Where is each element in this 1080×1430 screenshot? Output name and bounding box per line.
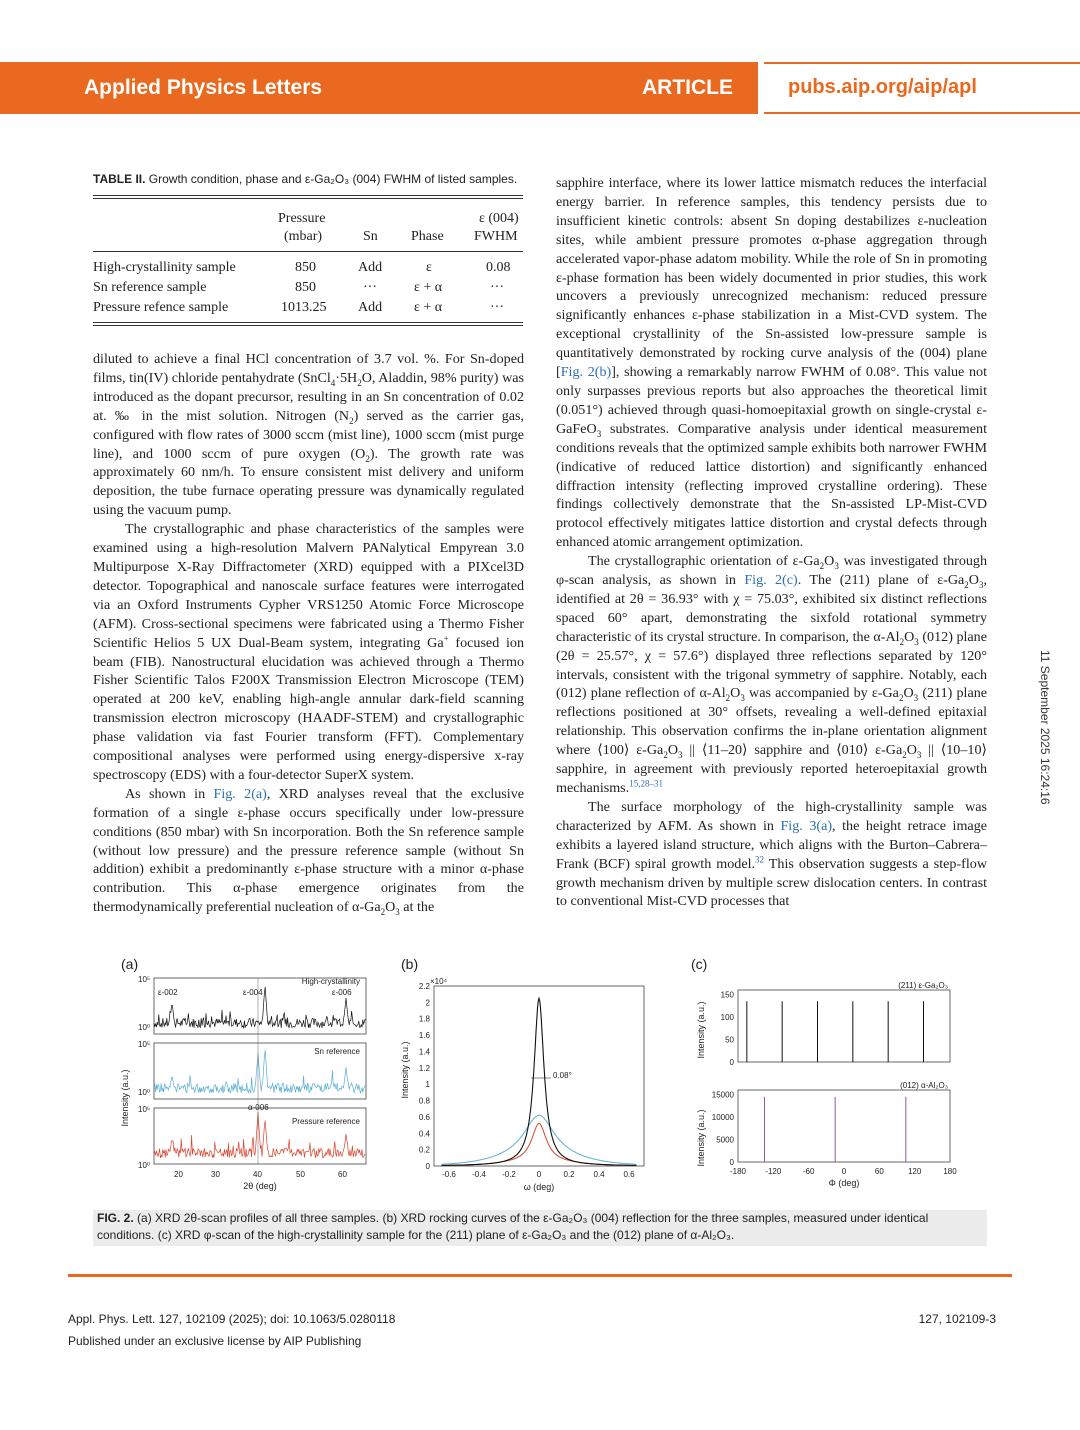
panel-c-phi-scan-chart bbox=[690, 970, 966, 1200]
panel-a-xtick: 30 bbox=[211, 1170, 220, 1179]
journal-url-link[interactable]: pubs.aip.org/aip/apl bbox=[788, 76, 977, 98]
panel-c-xtick: 60 bbox=[874, 1167, 884, 1176]
panel-b-ytick: 1.6 bbox=[418, 1031, 430, 1041]
panel-a-label: (a) bbox=[121, 956, 139, 972]
panel-b-xtick: -0.6 bbox=[442, 1170, 456, 1179]
table-header-fwhm: ε (004) bbox=[479, 211, 519, 226]
panel-c-xtick: 180 bbox=[943, 1167, 957, 1176]
panel-b-ytick: 1.8 bbox=[418, 1014, 430, 1024]
panel-b-ytick: 0.4 bbox=[418, 1129, 430, 1139]
panel-a-xlabel: 2θ (deg) bbox=[243, 1181, 277, 1191]
panel-b-ytick: 0.2 bbox=[418, 1145, 430, 1155]
panel-b-scale: ×10⁴ bbox=[430, 977, 448, 986]
panel-b-xtick: 0.2 bbox=[563, 1170, 575, 1179]
panel-b-ytick: 0.6 bbox=[418, 1112, 430, 1122]
svg-text:10⁵: 10⁵ bbox=[138, 1040, 151, 1049]
body-text-left: diluted to achieve a final HCl concentration of 3.7 vol. %. For Sn-doped films, tin(IV) chloride pentahydrate ($SnCl_4\cdot 5H_2O$, Aladdin, 98% purity) was introduced as the dopant precursor, resulting in an Sn concentration of 0.02 at. ‰ in the mist solution. Nitrogen $(N_2)$ served as the carrier gas, configured with flow rates of 3000 sccm (mist line), 1000 sccm (mist purge line), and 1000 sccm of pure oxygen $(O_2)$. The growth rate was approximately 60 nm/h. To ensure consistent mist delivery and uniform deposition, the tube furnace operating pressure was dynamically regulated using the vacuum pump. The crystallographic and phase characteristics of the samples were examined using a high-resolution Malvern PANalytical Empyrean 3.0 Multipurpose X-Ray Diffractometer (XRD) equipped with a PIXcel3D detector. Topographical and nanoscale surface features were interrogated via an Oxford Instruments Cypher VRS1250 Atomic Force Microscope (AFM). Cross-sectional specimens were fabricated using a Thermo Fisher Scientific Helios 5 UX Dual-Beam system, integrating Ga+ focused ion beam (FIB). Nanostructural elucidation was achieved through a Thermo Fisher Scientific Talos F200X Transmission Electron Microscope (TEM) operated at 200 keV, enabling high-angle annular dark-field scanning transmission electron microscopy (HAADF-STEM) and crystallographic phase validation via fast Fourier transform (FFT). Complementary compositional analyses were performed using energy-dispersive x-ray spectroscopy (EDS) with a four-detector SuperX system. As shown in Fig. 2(a), XRD analyses reveal that the exclusive formation of a single ε-phase occurs specifically under low-pressure conditions (850 mbar) with Sn incorporation. Both the Sn reference sample (without low pressure) and the pressure reference sample (without Sn addition) exhibit a predominantly ε-phase structure with a minor α-phase contribution. This α-phase emergence originates from the thermodynamically preferential nucleation of $\alpha-Ga_2O_3$ at the bbox=[93, 351, 525, 918]
panel-b-xtick: 0.6 bbox=[623, 1170, 635, 1179]
panel-a-xtick: 40 bbox=[253, 1170, 262, 1179]
panel-c-xtick: 0 bbox=[841, 1167, 847, 1176]
panel-a-ylabel: Intensity (a.u.) bbox=[120, 1069, 130, 1127]
panel-c-top-ytick: 150 bbox=[720, 990, 734, 1000]
fwhm-annotation: 0.08° bbox=[553, 1071, 572, 1080]
license-line: Published under an exclusive license by AIP Publishing bbox=[68, 1334, 362, 1348]
panel-b-ytick: 2 bbox=[425, 998, 430, 1008]
panel-c-bottom-ytick: 15000 bbox=[711, 1090, 734, 1100]
panel-b-xtick: 0 bbox=[536, 1170, 542, 1179]
panel-c-ylabel-top: Intensity (a.u.) bbox=[696, 1001, 706, 1059]
table-header-pressure: Pressure bbox=[278, 211, 326, 226]
panel-c-top-ytick: 0 bbox=[729, 1058, 734, 1067]
panel-b-xlabel: ω (deg) bbox=[523, 1182, 555, 1192]
panel-c-bottom-ytick: 0 bbox=[729, 1158, 734, 1167]
panel-c-label: (c) bbox=[691, 956, 708, 972]
panel-b-ytick: 1 bbox=[425, 1080, 430, 1090]
panel-b-xtick: 0.4 bbox=[593, 1170, 605, 1179]
citation-line: Appl. Phys. Lett. 127, 102109 (2025); doi: 10.1063/5.0280118 bbox=[68, 1312, 396, 1326]
panel-c-bottom-title: (012) α-Al₂O₃ bbox=[900, 1081, 948, 1090]
table-caption: TABLE II. Growth condition, phase and ε-Ga₂O₃ (004) FWHM of listed samples. bbox=[93, 172, 518, 186]
panel-c-top-title: (211) ε-Ga₂O₃ bbox=[898, 981, 948, 990]
legend-sn-reference: Sn reference bbox=[314, 1047, 360, 1056]
panel-b-label: (b) bbox=[401, 956, 419, 972]
download-timestamp: 11 September 2025 16:24:16 bbox=[1038, 650, 1052, 805]
panel-c-top-ytick: 50 bbox=[725, 1035, 734, 1045]
page-number: 127, 102109-3 bbox=[918, 1312, 996, 1326]
annotation-e002: ε-002 bbox=[158, 988, 178, 997]
panel-b-xtick: -0.4 bbox=[472, 1170, 486, 1179]
svg-text:10⁰: 10⁰ bbox=[138, 1088, 151, 1097]
panel-c-top-ytick: 100 bbox=[720, 1013, 734, 1022]
panel-b-ytick: 0.8 bbox=[418, 1096, 430, 1106]
panel-b-ytick: 0 bbox=[425, 1162, 430, 1171]
panel-c-bottom-ytick: 5000 bbox=[716, 1135, 734, 1145]
panel-b-xtick: -0.2 bbox=[502, 1170, 516, 1179]
panel-c-xtick: -120 bbox=[765, 1167, 782, 1176]
panel-b-ytick: 1.2 bbox=[418, 1063, 430, 1073]
svg-text:10⁵: 10⁵ bbox=[138, 975, 151, 984]
svg-text:10⁰: 10⁰ bbox=[138, 1161, 151, 1170]
table-header-sn: Sn bbox=[363, 229, 378, 244]
panel-c-xtick: -60 bbox=[802, 1167, 815, 1176]
annotation-a006: α-006 bbox=[248, 1103, 269, 1112]
panel-b-rocking-curve-chart bbox=[396, 970, 652, 1200]
annotation-e004: ε-004 bbox=[243, 988, 263, 997]
panel-c-xtick: -180 bbox=[729, 1167, 747, 1176]
panel-a-xtick: 50 bbox=[296, 1170, 305, 1179]
legend-pressure-reference: Pressure reference bbox=[291, 1117, 360, 1126]
section-label: ARTICLE bbox=[642, 76, 733, 99]
panel-b-ylabel: Intensity (a.u.) bbox=[400, 1041, 410, 1099]
panel-c-bottom-ytick: 10000 bbox=[711, 1113, 734, 1122]
svg-text:10⁵: 10⁵ bbox=[138, 1105, 151, 1114]
table-header-phase: Phase bbox=[411, 229, 444, 244]
body-text-right: sapphire interface, where its lower lattice mismatch reduces the interfacial energy barrier. In reference samples, this tendency persists due to insufficient kinetic controls: absent Sn doping destabilizes ε-nucleation sites, while ambient pressure promotes α-phase aggregation through accelerated vapor-phase adatom mobility. While the role of Sn in promoting ε-phase formation has been widely documented in prior studies, this work uncovers a previously unrecognized mechanism: reduced pressure significantly enhances ε-phase stabilization in a Mist-CVD system. The exceptional crystallinity of the Sn-assisted low-pressure sample is quantitatively demonstrated by rocking curve analysis of the (004) plane [Fig. 2(b)], showing a remarkably narrow FWHM of 0.08°. This value not only surpasses previous reports but also approaches the theoretical limit (0.051°) achieved through quasi-homoepitaxial growth on single-crystal ε-GaFeO$_3$ substrates. Comparative analysis under identical measurement conditions reveals that the optimized sample exhibits both narrower FWHM (indicative of reduced lattice distortion) and significantly enhanced diffraction intensity (reflecting improved crystalline ordering). These findings collectively demonstrate that the Sn-assisted LP-Mist-CVD protocol effectively mitigates lattice distortion and crystal defects through enhanced atomic arrangement optimization. The crystallographic orientation of $\varepsilon-Ga_2O_3$ was investigated through φ-scan analysis, as shown in Fig. 2(c). The (211) plane of $\varepsilon-Ga_2O_3$, identified at 2θ = 36.93° with χ = 75.03°, exhibited six distinct reflections spaced 60° apart, demonstrating the sixfold rotational symmetry characteristic of its crystal structure. In comparison, the $\alpha-Al_2O_3$ (012) plane (2θ = 25.57°, χ = 57.6°) displayed three reflections separated by 120° intervals, consistent with the trigonal symmetry of sapphire. Notably, each (012) plane reflection of $\alpha-Al_2O_3$ was accompanied by $\varepsilon-Ga_2O_3$ (211) plane reflections positioned at 30° offsets, revealing a well-defined epitaxial relationship. This observation confirms the in-plane orientation alignment where ⟨100⟩ $\varepsilon-Ga_2O_3$ || ⟨11–20⟩ sapphire and ⟨010⟩ $\varepsilon-Ga_2O_3$ || ⟨10–10⟩ sapphire, in agreement with previously reported heteroepitaxial growth mechanisms.$^{15,28-31}$ The surface morphology of the high-crystallinity sample was characterized by AFM. As shown in Fig. 3(a), the height retrace image exhibits a layered island structure, which aligns with the Burton–Cabrera–Frank (BCF) spiral growth model.$^{32}$ This observation suggests a step-flow growth mechanism driven by multiple screw dislocation centers. In contrast to conventional Mist-CVD processes that bbox=[556, 175, 988, 910]
panel-a-xrd-2theta-chart bbox=[110, 970, 370, 1200]
panel-a-xtick: 60 bbox=[338, 1170, 347, 1179]
journal-title: Applied Physics Letters bbox=[84, 76, 323, 99]
svg-text:10⁰: 10⁰ bbox=[138, 1023, 151, 1032]
panel-c-ylabel-bottom: Intensity (a.u.) bbox=[696, 1109, 706, 1167]
annotation-e006: ε-006 bbox=[332, 988, 352, 997]
panel-c-xlabel: Φ (deg) bbox=[828, 1178, 860, 1188]
figure-caption: FIG. 2. (a) XRD 2θ-scan profiles of all three samples. (b) XRD rocking curves of the ε-Ga₂O₃ (004) reflection for the three samples, measured under identical conditions. (c) XRD φ-scan of the high-crystallinity sample for the (211) plane of ε-Ga₂O₃ and the (012) plane of α-Al₂O₃. bbox=[93, 1210, 987, 1246]
legend-high-crystallinity: High-crystallinity bbox=[301, 977, 360, 986]
panel-b-ytick: 1.4 bbox=[418, 1047, 430, 1057]
panel-c-xtick: 120 bbox=[907, 1167, 922, 1176]
panel-a-xtick: 20 bbox=[174, 1170, 183, 1179]
panel-b-ytick: 2.2 bbox=[418, 982, 430, 991]
